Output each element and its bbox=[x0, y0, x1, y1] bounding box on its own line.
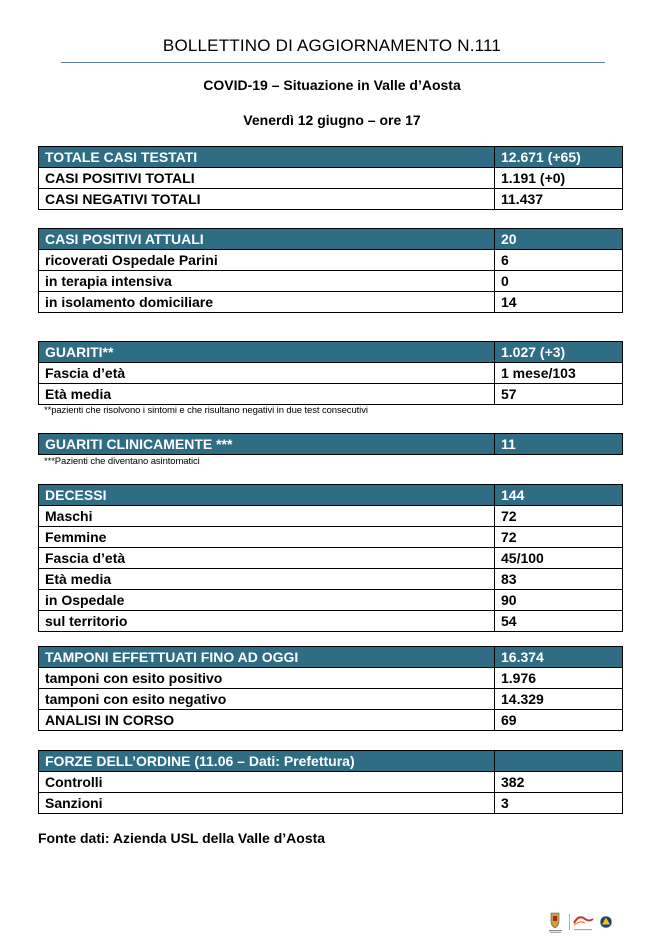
table-row bbox=[39, 548, 623, 569]
row-label: TAMPONI EFFETTUATI FINO AD OGGI bbox=[39, 647, 495, 668]
table-row bbox=[39, 689, 623, 710]
row-label: sul territorio bbox=[39, 611, 495, 632]
title-divider bbox=[61, 62, 605, 63]
row-value: 14 bbox=[495, 292, 623, 313]
usl-logo bbox=[569, 914, 593, 930]
table-row bbox=[39, 168, 623, 189]
row-label: GUARITI** bbox=[39, 342, 495, 363]
table-row bbox=[39, 772, 623, 793]
row-label: CASI POSITIVI ATTUALI bbox=[39, 229, 495, 250]
row-label: TOTALE CASI TESTATI bbox=[39, 147, 495, 168]
row-value: 72 bbox=[495, 527, 623, 548]
page-subtitle: COVID-19 – Situazione in Valle d’Aosta bbox=[203, 77, 461, 93]
row-value: 382 bbox=[495, 772, 623, 793]
row-value: 3 bbox=[495, 793, 623, 814]
row-value: 16.374 bbox=[495, 647, 623, 668]
row-value: 12.671 (+65) bbox=[495, 147, 623, 168]
row-value: 57 bbox=[495, 384, 623, 405]
row-value: 11.437 bbox=[495, 189, 623, 210]
report-date: Venerdì 12 giugno – ore 17 bbox=[243, 112, 421, 128]
row-label: ANALISI IN CORSO bbox=[39, 710, 495, 731]
table-row bbox=[39, 710, 623, 731]
table-row bbox=[39, 189, 623, 210]
row-value: 0 bbox=[495, 271, 623, 292]
row-label: Età media bbox=[39, 569, 495, 590]
row-label: Fascia d’età bbox=[39, 548, 495, 569]
row-label: in Ospedale bbox=[39, 590, 495, 611]
table-row bbox=[39, 793, 623, 814]
row-value: 14.329 bbox=[495, 689, 623, 710]
region-coat-of-arms-logo bbox=[549, 913, 562, 933]
row-label: Maschi bbox=[39, 506, 495, 527]
table-row bbox=[39, 363, 623, 384]
clinically-recovered-footnote: ***Pazienti che diventano asintomatici bbox=[44, 456, 200, 467]
table-row bbox=[39, 527, 623, 548]
row-value: 144 bbox=[495, 485, 623, 506]
row-value: 72 bbox=[495, 506, 623, 527]
row-label: GUARITI CLINICAMENTE *** bbox=[39, 434, 495, 455]
recovered-footnote: **pazienti che risolvono i sintomi e che risultano negativi in due test consecutivi bbox=[44, 405, 368, 416]
row-label: tamponi con esito negativo bbox=[39, 689, 495, 710]
row-label: tamponi con esito positivo bbox=[39, 668, 495, 689]
row-label: Femmine bbox=[39, 527, 495, 548]
table-row bbox=[39, 611, 623, 632]
footer-logos bbox=[547, 910, 615, 934]
deaths-table bbox=[38, 484, 623, 632]
row-value: 1.976 bbox=[495, 668, 623, 689]
row-value: 1.191 (+0) bbox=[495, 168, 623, 189]
row-value bbox=[495, 751, 623, 772]
row-label: Sanzioni bbox=[39, 793, 495, 814]
logos-svg bbox=[547, 910, 615, 934]
table-row bbox=[39, 250, 623, 271]
row-label: in isolamento domiciliare bbox=[39, 292, 495, 313]
table-header-row bbox=[39, 434, 623, 455]
row-value: 45/100 bbox=[495, 548, 623, 569]
table-row bbox=[39, 271, 623, 292]
row-label: Fascia d’età bbox=[39, 363, 495, 384]
current-positives-table bbox=[38, 228, 623, 313]
row-value: 90 bbox=[495, 590, 623, 611]
page-title: BOLLETTINO DI AGGIORNAMENTO N.111 bbox=[162, 36, 502, 55]
table-header-row bbox=[39, 647, 623, 668]
row-label: ricoverati Ospedale Parini bbox=[39, 250, 495, 271]
table-row bbox=[39, 668, 623, 689]
table-row bbox=[39, 569, 623, 590]
row-value: 6 bbox=[495, 250, 623, 271]
table-row bbox=[39, 292, 623, 313]
table-header-row bbox=[39, 485, 623, 506]
data-source: Fonte dati: Azienda USL della Valle d’Aosta bbox=[38, 830, 326, 846]
table-row bbox=[39, 384, 623, 405]
table-header-row bbox=[39, 147, 623, 168]
civil-protection-logo bbox=[600, 916, 612, 928]
row-label: FORZE DELL’ORDINE (11.06 – Dati: Prefettura) bbox=[39, 751, 495, 772]
row-label: CASI NEGATIVI TOTALI bbox=[39, 189, 495, 210]
row-label: CASI POSITIVI TOTALI bbox=[39, 168, 495, 189]
swabs-table bbox=[38, 646, 623, 731]
law-enforcement-table bbox=[38, 750, 623, 814]
row-value: 1 mese/103 bbox=[495, 363, 623, 384]
row-value: 1.027 (+3) bbox=[495, 342, 623, 363]
row-label: in terapia intensiva bbox=[39, 271, 495, 292]
row-label: Controlli bbox=[39, 772, 495, 793]
table-header-row bbox=[39, 751, 623, 772]
row-value: 20 bbox=[495, 229, 623, 250]
row-label: Età media bbox=[39, 384, 495, 405]
totals-table bbox=[38, 146, 623, 210]
table-header-row bbox=[39, 342, 623, 363]
row-label: DECESSI bbox=[39, 485, 495, 506]
table-row bbox=[39, 590, 623, 611]
table-row bbox=[39, 506, 623, 527]
row-value: 69 bbox=[495, 710, 623, 731]
table-header-row bbox=[39, 229, 623, 250]
recovered-table bbox=[38, 341, 623, 405]
row-value: 11 bbox=[495, 434, 623, 455]
row-value: 54 bbox=[495, 611, 623, 632]
row-value: 83 bbox=[495, 569, 623, 590]
clinically-recovered-table bbox=[38, 433, 623, 455]
